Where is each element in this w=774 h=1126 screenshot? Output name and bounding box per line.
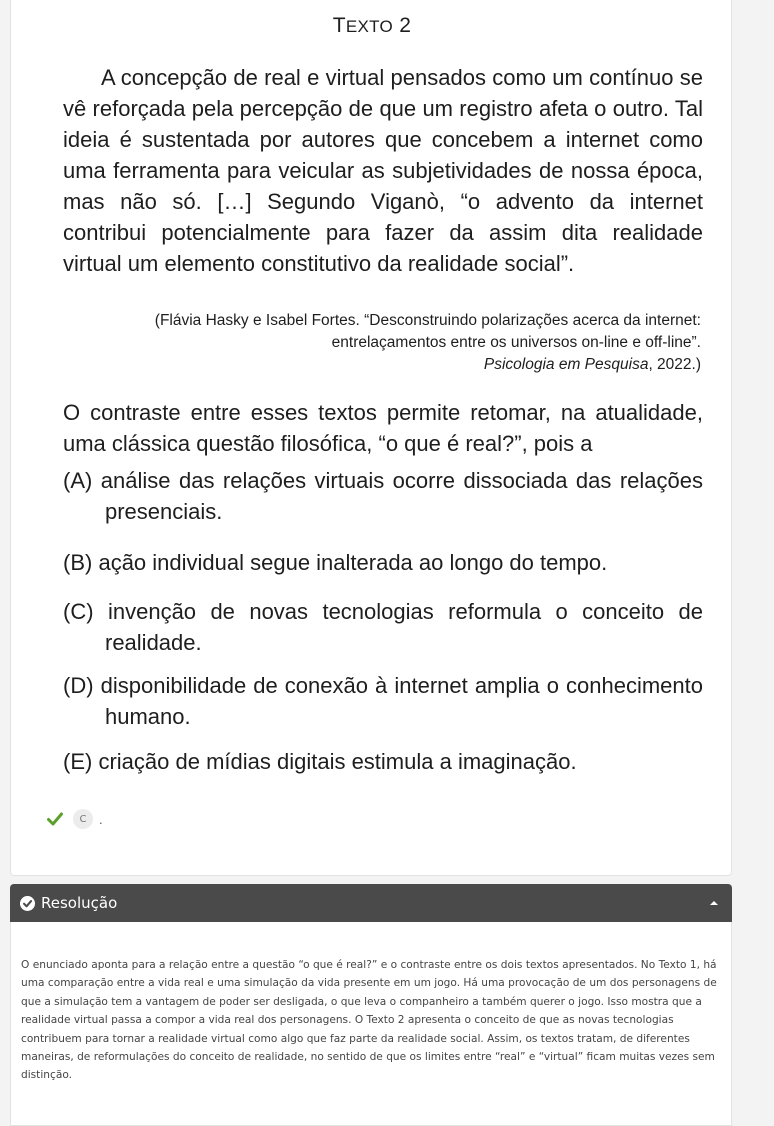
resolution-header[interactable] xyxy=(10,884,732,922)
option-a[interactable] xyxy=(63,465,703,527)
option-e[interactable] xyxy=(63,746,703,777)
option-text: análise das relações virtuais ocorre dissociada das relações presenciais. xyxy=(100,468,703,524)
check-icon xyxy=(47,812,63,826)
option-c[interactable] xyxy=(63,596,703,658)
title-initial: T xyxy=(332,14,346,37)
resolution-body xyxy=(10,922,732,1126)
resolution-title: Resolução xyxy=(41,894,118,912)
answer-row xyxy=(47,808,103,830)
option-text: ação individual segue inalterada ao longo do tempo. xyxy=(98,550,608,575)
title-number: 2 xyxy=(399,14,412,37)
option-letter: (D) xyxy=(63,673,94,698)
text2-paragraph: A concepção de real e virtual pensados como um contínuo se vê reforçada pela percepção de que um registro afeta o outro. Tal ideia é sustentada por autores que concebem a internet como uma ferramenta para veicular as subjetividades de nossa época, mas não só. […] Segundo Viganò, “o advento da internet contribui potencialmente para fazer da assim dita realidade virtual um elemento constitutivo da realidade social”. xyxy=(63,65,703,276)
citation xyxy=(111,310,701,376)
question-card xyxy=(10,0,732,876)
option-letter: (E) xyxy=(63,749,93,774)
option-letter: (B) xyxy=(63,550,93,575)
text-title xyxy=(11,14,733,38)
option-text: criação de mídias digitais estimula a imaginação. xyxy=(98,749,577,774)
caret-up-icon[interactable] xyxy=(710,901,718,905)
citation-tail: , 2022.) xyxy=(648,356,701,373)
option-d[interactable] xyxy=(63,670,703,732)
option-b[interactable] xyxy=(63,547,703,578)
option-text: disponibilidade de conexão à internet amplia o conhecimento humano. xyxy=(100,673,703,729)
title-rest: EXTO xyxy=(345,17,394,36)
question-stem: O contraste entre esses textos permite retomar, na atualidade, uma clássica questão filosófica, “o que é real?”, pois a xyxy=(63,400,703,456)
citation-main: (Flávia Hasky e Isabel Fortes. “Desconstruindo polarizações acerca da internet: entrelaçamentos entre os universos on-line e off-line”. xyxy=(154,312,701,351)
answer-suffix: . xyxy=(99,811,103,827)
option-letter: (C) xyxy=(63,599,94,624)
option-text: invenção de novas tecnologias reformula o conceito de realidade. xyxy=(105,599,703,655)
citation-journal: Psicologia em Pesquisa xyxy=(483,356,649,373)
answer-letter-badge: C xyxy=(73,809,93,829)
resolution-text: O enunciado aponta para a relação entre a questão “o que é real?” e o contraste entre os dois textos apresentados. No Texto 1, há uma comparação entre a vida real e uma simulação da vida presente em um jogo. Há uma provocação de um dos personagens de que a simulação tem a vantagem de poder ser desligada, o que leva o companheiro a também querer o jogo. Isso mostra que a realidade virtual passa a compor a vida real dos personagens. O Texto 2 apresenta o conceito de que as novas tecnologias contribuem para tornar a realidade virtual como algo que faz parte da realidade social. Assim, os textos tratam, de diferentes maneiras, de reformulações do conceito de realidade, no sentido de que os limites entre “real” e “virtual” ficam muitas vezes sem distinção. xyxy=(21,959,717,1082)
check-circle-icon xyxy=(20,896,35,911)
option-letter: (A) xyxy=(63,468,93,493)
